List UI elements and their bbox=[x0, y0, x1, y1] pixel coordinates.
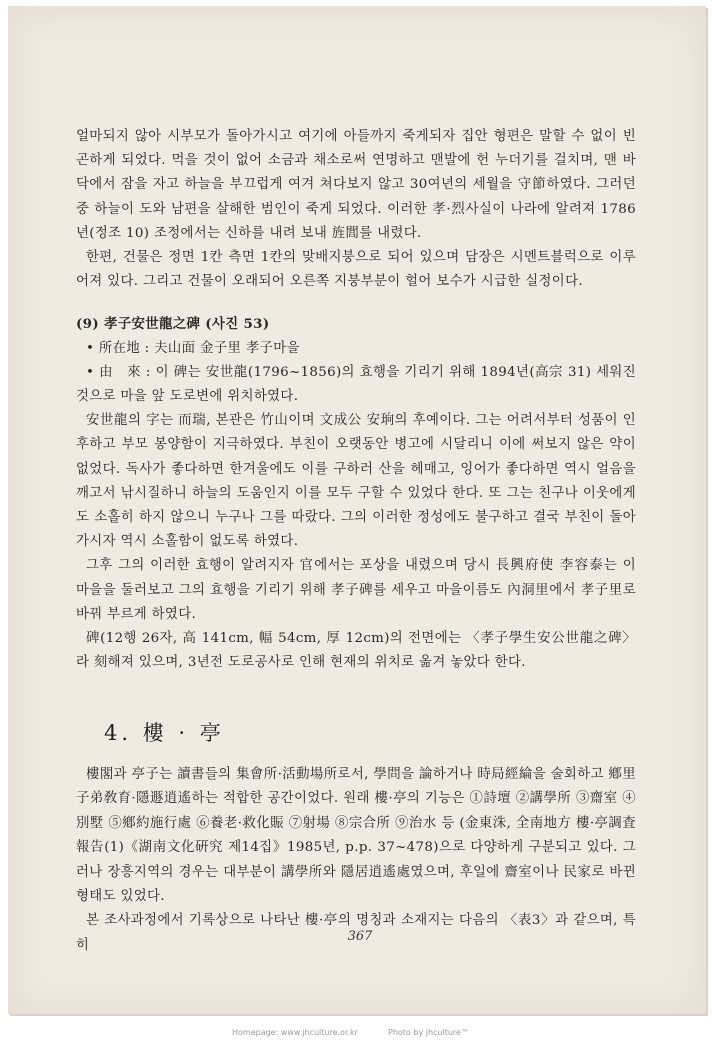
paragraph: 그후 그의 이러한 효행이 알려지자 官에서는 포상을 내렸으며 당시 長興府使 李容泰는 이 마을을 둘러보고 그의 효행을 기리기 위해 孝子碑를 세우고 마을이름도 內洞里에서 孝子里로 바꿔 부르게 하였다. bbox=[76, 558, 636, 622]
footer-bar bbox=[0, 1024, 720, 1041]
homepage-credit: Homepage: www.jhculture.or.kr bbox=[232, 1028, 358, 1037]
paragraph: 본 조사과정에서 기록상으로 나타난 樓·亭의 명칭과 소재지는 다음의 〈表3〉과 같으며, 특히 bbox=[76, 913, 636, 953]
section-title: 4. 樓 · 亭 bbox=[104, 721, 225, 745]
item-origin: • 由 來 : 이 碑는 安世龍(1796~1856)의 효행을 기리기 위해 1894년(高宗 31) 세워진 것으로 마을 앞 도로변에 위치하였다. bbox=[76, 364, 636, 405]
item-heading: (9) 孝子安世龍之碑 (사진 53) bbox=[76, 316, 270, 333]
paragraph: 樓閣과 亭子는 讀書들의 集會所·活動場所로서, 學問을 論하거나 時局經綸을 술회하고 鄕里子弟敎育·隱遯逍遙하는 적합한 공간이었다. 원래 樓·亭의 기능은 ①詩壇 ②講學所 ③齋室 ④別墅 ⑤鄕約施行處 ⑥養老·救化賑 ⑦射場 ⑧宗合所 ⑨治水 등 (金東洙, 全南地方 樓·亭調査報告(1)《湖南文化硏究 제14집》1985년, p.p. 37~478)으로 다양하게 구분되고 있다. 그러나 장흥지역의 경우는 대부분이 講學所와 隱居逍遙處였으며, 후일에 齋室이나 民家로 바뀐 형태도 있었다. bbox=[76, 767, 636, 905]
paragraph: 얼마되지 않아 시부모가 돌아가시고 여기에 아들까지 죽게되자 집안 형편은 말할 수 없이 빈곤하게 되었다. 먹을 것이 없어 소금과 채소로써 연명하고 맨발에 헌 누더기를 걸치며, 맨 바닥에서 잠을 자고 하늘을 부끄럽게 여겨 쳐다보지 않고 30여년의 세월을 守節하였다. 그러던 중 하늘이 도와 남편을 살해한 범인이 죽게 되었다. 이러한 孝·烈사실이 나라에 알려져 1786년(정조 10) 조정에서는 신하를 내려 보내 旌閭를 내렸다. bbox=[76, 129, 636, 241]
photo-credit: Photo by jhculture™ bbox=[388, 1028, 469, 1037]
paragraph: 한편, 건물은 정면 1칸 측면 1칸의 맞배지붕으로 되어 있으며 담장은 시멘트블럭으로 이루어져 있다. 그리고 건물이 오래되어 오른쪽 지붕부분이 헐어 보수가 시급한 실정이다. bbox=[76, 250, 636, 290]
item-location: • 所在地 : 夫山面 金子里 孝子마을 bbox=[86, 340, 300, 356]
page-body-top bbox=[76, 125, 636, 675]
paragraph: 安世龍의 字는 而瑞, 본관은 竹山이며 文成公 安珦의 후예이다. 그는 어려서부터 성품이 인후하고 부모 봉양함이 지극하였다. 부친이 오랫동안 병고에 시달리니 이에 써보지 않은 약이 없었다. 독사가 좋다하면 한겨울에도 이를 구하러 산을 헤매고, 잉어가 좋다하면 역시 얼음을 깨고서 낚시질하니 하늘의 도움인지 이를 모두 구할 수 있었다 한다. 또 그는 친구나 이웃에게도 소홀히 하지 않으니 누구나 그를 따랐다. 그의 이러한 정성에도 불구하고 결국 부친이 돌아가시자 역시 소홀함이 없도록 하였다. bbox=[76, 413, 636, 550]
page-number: 367 bbox=[347, 929, 373, 944]
paragraph: 碑(12행 26자, 高 141cm, 幅 54cm, 厚 12cm)의 전면에는 〈孝子學生安公世龍之碑〉라 刻해져 있으며, 3년전 도로공사로 인해 현재의 위치로 옮겨 놓았다 한다. bbox=[76, 631, 636, 671]
